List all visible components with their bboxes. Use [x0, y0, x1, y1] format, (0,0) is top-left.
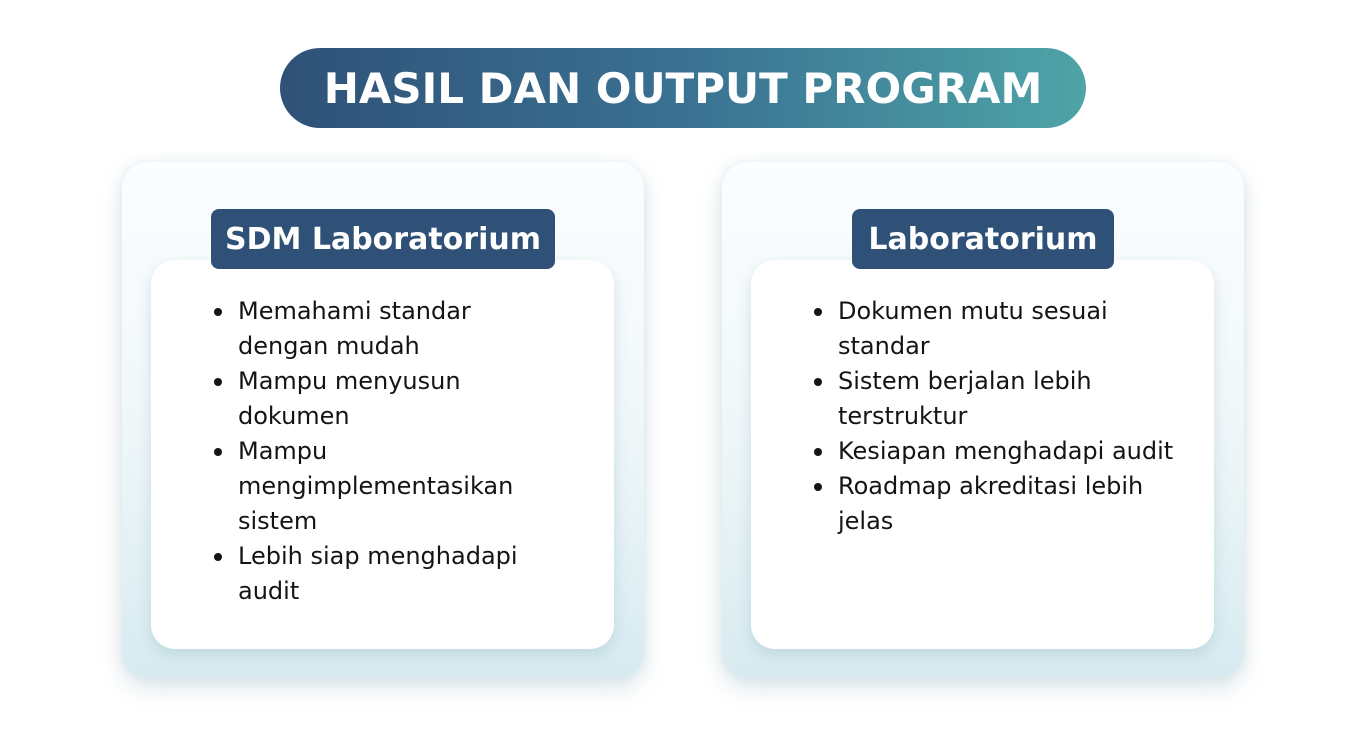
card-laboratorium [722, 162, 1244, 678]
bullet-icon [214, 308, 222, 316]
bullet-icon [214, 448, 222, 456]
list-item-text: Kesiapan menghadapi audit [838, 437, 1174, 465]
bullet-icon [814, 483, 822, 491]
list-item [238, 539, 558, 609]
card-label: Laboratorium [852, 209, 1114, 269]
list-item-text: Lebih siap menghadapi audit [238, 542, 518, 605]
bullet-icon [814, 378, 822, 386]
card-sdm-laboratorium [122, 162, 644, 678]
card-body [751, 260, 1214, 649]
list-item-text: Memahami standar dengan mudah [238, 297, 471, 360]
list-item [238, 294, 558, 364]
card-label: SDM Laboratorium [211, 209, 555, 269]
list-item-text: Mampu mengimplementasikan sistem [238, 437, 514, 535]
list-item [838, 364, 1188, 434]
list-item [238, 434, 558, 539]
bullet-icon [814, 308, 822, 316]
bullet-list [238, 294, 558, 609]
list-item [838, 434, 1188, 469]
title-banner [280, 48, 1086, 128]
card-body [151, 260, 614, 649]
bullet-icon [214, 553, 222, 561]
list-item [838, 294, 1188, 364]
list-item-text: Mampu menyusun dokumen [238, 367, 461, 430]
list-item [238, 364, 558, 434]
bullet-icon [214, 378, 222, 386]
list-item-text: Sistem berjalan lebih terstruktur [838, 367, 1092, 430]
list-item-text: Dokumen mutu sesuai standar [838, 297, 1108, 360]
page-title: HASIL DAN OUTPUT PROGRAM [323, 63, 1043, 113]
bullet-list [838, 294, 1188, 539]
bullet-icon [814, 448, 822, 456]
list-item-text: Roadmap akreditasi lebih jelas [838, 472, 1144, 535]
list-item [838, 469, 1188, 539]
